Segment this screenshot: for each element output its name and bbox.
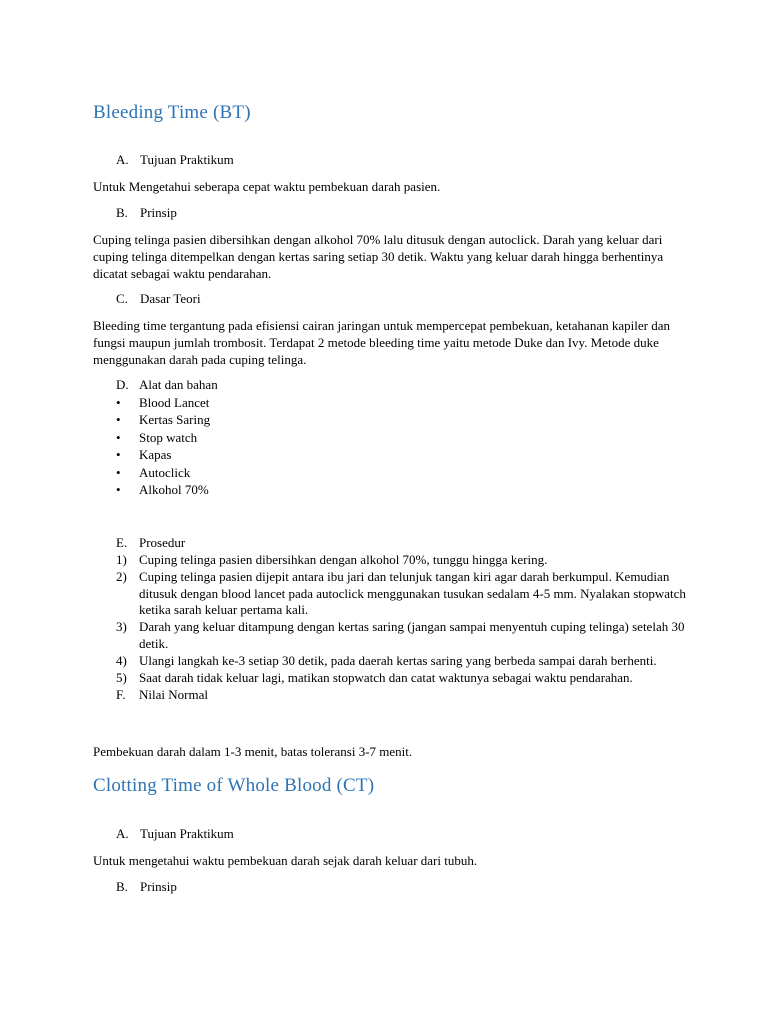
bullet-icon: •: [116, 482, 121, 497]
section-letter: B.: [116, 879, 128, 894]
section-label: Alat dan bahan: [139, 377, 218, 392]
list-item: • Kapas: [116, 447, 172, 462]
section-b-heading: [116, 205, 177, 221]
list-heading: [116, 687, 686, 704]
step-number: 3): [116, 619, 127, 634]
section-letter: B.: [116, 205, 128, 220]
list-item: • Alkohol 70%: [116, 482, 209, 497]
bullet-icon: •: [116, 412, 121, 427]
bullet-icon: •: [116, 447, 121, 462]
section-label: Prosedur: [139, 535, 186, 550]
ct-section-b-heading: [116, 879, 177, 895]
list-item: [116, 619, 686, 652]
step-number: 4): [116, 652, 127, 668]
section-label: Prinsip: [140, 879, 177, 894]
list-item: • Autoclick: [116, 464, 191, 480]
ct-paragraph-tujuan: Untuk mengetahui waktu pembekuan darah sejak darah keluar dari tubuh.: [93, 853, 478, 868]
list-item: [116, 653, 686, 670]
list-item: [116, 552, 686, 569]
paragraph-tujuan: Untuk Mengetahui seberapa cepat waktu pembekuan darah pasien.: [93, 179, 441, 194]
section-label: Dasar Teori: [140, 291, 201, 306]
heading-bleeding-time: Bleeding Time (BT): [93, 102, 251, 123]
section-c-heading: [116, 291, 201, 307]
step-number: 2): [116, 569, 127, 584]
list-heading: [116, 535, 686, 552]
step-text: Saat darah tidak keluar lagi, matikan stopwatch dan catat waktunya sebagai waktu pendarahan.: [139, 669, 633, 685]
list-item: [116, 569, 686, 619]
list-item: • Kertas Saring: [116, 412, 211, 427]
list-item: • Stop watch: [116, 429, 198, 445]
heading-clotting-time: Clotting Time of Whole Blood (CT): [93, 775, 375, 796]
section-label: Prinsip: [140, 205, 177, 220]
section-letter: F.: [116, 686, 126, 702]
paragraph-nilai-normal: Pembekuan darah dalam 1-3 menit, batas toleransi 3-7 menit.: [93, 744, 413, 759]
section-letter: A.: [116, 826, 129, 841]
step-text: Ulangi langkah ke-3 setiap 30 detik, pada daerah kertas saring yang berbeda sampai darah berhenti.: [139, 652, 657, 668]
step-text: Darah yang keluar ditampung dengan kertas saring (jangan sampai menyentuh cuping telinga) setelah 30 detik.: [139, 619, 685, 651]
bullet-icon: •: [116, 394, 121, 410]
ct-section-a-heading: [116, 826, 234, 842]
section-letter: A.: [116, 152, 129, 167]
section-a-heading: [116, 152, 234, 168]
step-number: 1): [116, 552, 127, 567]
list-item: • Blood Lancet: [116, 394, 210, 410]
step-text: Cuping telinga pasien dijepit antara ibu jari dan telunjuk tangan kiri agar darah berkumpul. Kemudian ditusuk dengan blood lancet pada autoclick menggunakan tusukan sedalam 4-5 mm. Nyalakan stopwatch ketika sarah keluar pertama kali.: [139, 569, 686, 617]
prosedur-list: [116, 535, 686, 704]
section-label: Nilai Normal: [139, 686, 208, 702]
bullet-icon: •: [116, 429, 121, 445]
bullet-icon: •: [116, 464, 121, 480]
section-letter: C.: [116, 291, 128, 306]
paragraph-dasar-teori: Bleeding time tergantung pada efisiensi cairan jaringan untuk mempercepat pembekuan, ketahanan kapiler dan fungsi maupun jumlah trombosit. Terdapat 2 metode bleeding time yaitu metode Duke dan Ivy. Metode duke menggunakan darah pada cuping telinga.: [93, 318, 670, 367]
step-number: 5): [116, 669, 127, 685]
list-item: [116, 670, 686, 687]
alat-bahan-list: [116, 376, 686, 499]
section-letter: E.: [116, 535, 128, 550]
section-label: Tujuan Praktikum: [140, 152, 234, 167]
list-heading: [116, 376, 686, 394]
section-label: Tujuan Praktikum: [140, 826, 234, 841]
paragraph-prinsip: Cuping telinga pasien dibersihkan dengan alkohol 70% lalu ditusuk dengan autoclick. Darah yang keluar dari cuping telinga ditempelkan dengan kertas saring setiap 30 detik. Waktu yang keluar darah hingga berhentinya dicatat sebagai waktu pendarahan.: [93, 232, 664, 281]
step-text: Cuping telinga pasien dibersihkan dengan alkohol 70%, tunggu hingga kering.: [139, 552, 548, 567]
section-letter: D.: [116, 377, 129, 392]
